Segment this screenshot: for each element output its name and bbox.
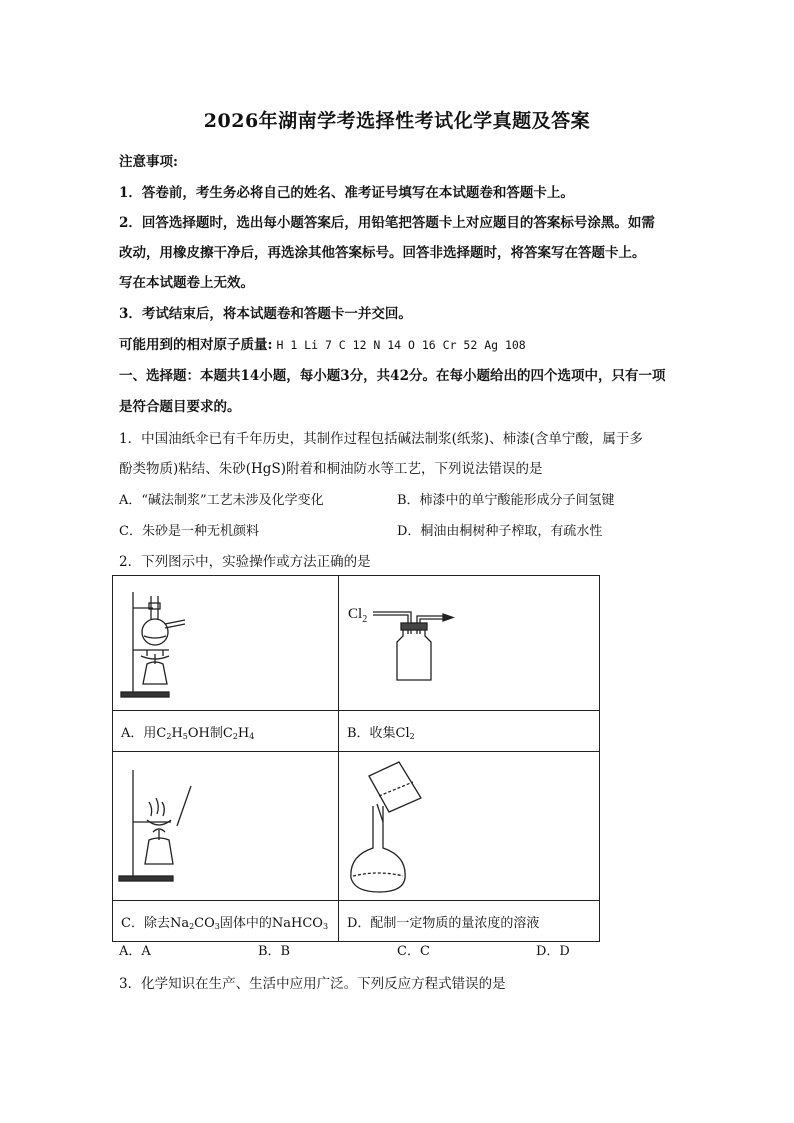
q2-figure-d — [339, 752, 600, 901]
cl2-label: $Cl_2$ — [348, 606, 368, 625]
q2-stem: 2．下列图示中，实验操作或方法正确的是 — [119, 554, 371, 570]
notice-item-1: 1．答卷前，考生务必将自己的姓名、准考证号填写在本试题卷和答题卡上。 — [119, 185, 574, 201]
q2-label-b: B．收集$Cl_2$ — [339, 711, 600, 752]
q2-answer-b: B．B — [258, 944, 291, 959]
notice-heading: 注意事项: — [119, 154, 178, 170]
notice-item-3: 3．考试结束后，将本试题卷和答题卡一并交回。 — [119, 306, 412, 322]
q2-figure-b — [339, 576, 600, 711]
atomic-mass-values: H 1 Li 7 C 12 N 14 O 16 Cr 52 Ag 108 — [276, 338, 526, 352]
volumetric-flask-pouring — [339, 752, 599, 900]
notice-item-2-line-1: 2．回答选择题时，选出每小题答案后，用铅笔把答题卡上对应题目的答案标号涂黑。如需 — [119, 215, 655, 231]
ethanol-dehydration-apparatus — [113, 576, 338, 710]
page-title: 2026年湖南学考选择性考试化学真题及答案 — [203, 110, 591, 132]
q1-stem-line-2: 酚类物质)粘结、朱砂(HgS)附着和桐油防水等工艺，下列说法错误的是 — [119, 461, 543, 477]
q2-label-c: C．除去$Na_2CO_3$固体中的NaHCO$_3$ — [113, 901, 339, 942]
q2-label-d: D．配制一定物质的量浓度的溶液 — [339, 901, 600, 942]
atomic-mass-label: 可能用到的相对原子质量: — [119, 337, 273, 353]
section-heading-line-1: 一、选择题：本题共14小题，每小题3分，共42分。在每小题给出的四个选项中，只有一项 — [119, 368, 666, 384]
q1-option-b: B．柿漆中的单宁酸能形成分子间氢键 — [397, 493, 615, 508]
q2-answer-d: D．D — [536, 944, 570, 959]
q1-stem-line-1: 1．中国油纸伞已有千年历史，其制作过程包括碱法制浆(纸浆)、柿漆(含单宁酸，属于多 — [119, 431, 643, 447]
q1-option-a: A．“碱法制浆”工艺未涉及化学变化 — [119, 493, 324, 508]
section-heading-line-2: 是符合题目要求的。 — [119, 399, 241, 415]
q3-stem: 3．化学知识在生产、生活中应用广泛。下列反应方程式错误的是 — [119, 976, 506, 992]
notice-item-2-line-2: 改动，用橡皮擦干净后，再选涂其他答案标号。回答非选择题时，将答案写在答题卡上。 — [119, 245, 646, 261]
evaporating-dish-apparatus — [113, 752, 338, 900]
q1-option-c: C．朱砂是一种无机颜料 — [119, 524, 259, 539]
atomic-mass-line — [119, 333, 526, 353]
q2-answer-a: A．A — [119, 944, 151, 959]
q2-label-a: A．用$C_2H_5OH$制$C_2H_4$ — [113, 711, 339, 752]
q2-answer-c: C．C — [397, 944, 430, 959]
q1-option-d: D．桐油由桐树种子榨取，有疏水性 — [397, 524, 603, 539]
q2-figure-table — [112, 575, 600, 942]
gas-collection-bottle — [339, 576, 599, 710]
q2-figure-c — [113, 752, 339, 901]
notice-item-2-line-3: 写在本试题卷上无效。 — [119, 275, 254, 291]
q2-figure-a — [113, 576, 339, 711]
